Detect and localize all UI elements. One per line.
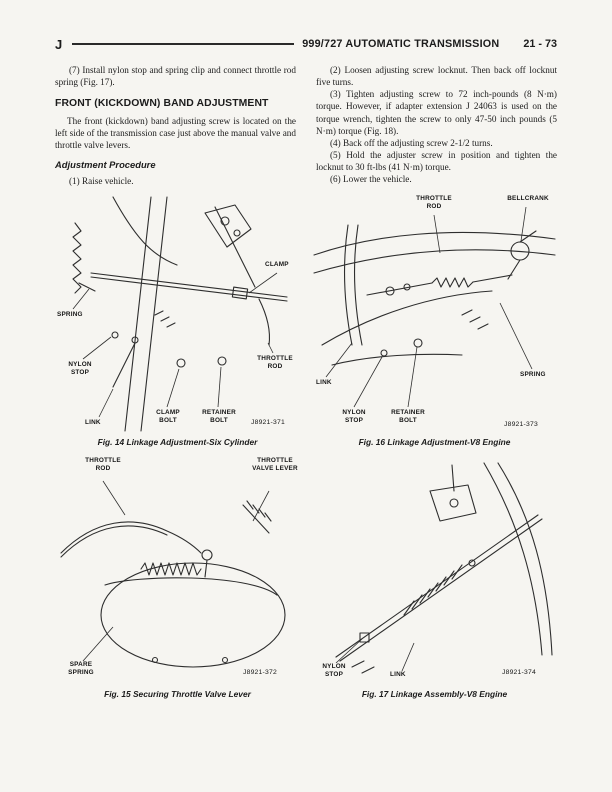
figure-label: RETAINER BOLT	[391, 408, 425, 425]
header-rule	[72, 43, 294, 45]
procedure-subheading: Adjustment Procedure	[55, 159, 156, 171]
figure-15-box	[55, 457, 300, 685]
intro-paragraph: The front (kickdown) band adjusting screw is located on the left side of the transmission case just above the manual valve and throttle valve levers.	[55, 116, 296, 151]
step-4: (4) Back off the adjusting screw 2-1/2 turns.	[330, 137, 493, 148]
page-header	[55, 34, 557, 54]
figure-caption: Fig. 17 Linkage Assembly-V8 Engine	[361, 688, 508, 699]
step-7: (7) Install nylon stop and spring clip and connect throttle rod spring (Fig. 17).	[55, 65, 296, 88]
step-5: (5) Hold the adjuster screw in position and tighten the locknut to 30 ft-lbs (41 N·m) torque.	[316, 149, 557, 173]
figure-14-box	[55, 195, 300, 433]
chapter-title: 999/727 AUTOMATIC TRANSMISSION	[302, 38, 500, 50]
figure-code: J8921-372	[243, 668, 277, 676]
figure-label: RETAINER BOLT	[202, 408, 236, 425]
figure-15-artwork	[55, 457, 300, 685]
figure-label: THROTTLE VALVE LEVER	[252, 456, 298, 473]
step-3: (3) Tighten adjusting screw to 72 inch-pounds (8 N·m) torque. However, if adapter extension J 24063 is used on the torque wrench, tighten the screw to only 47-50 inch pounds (5 N·m) torque (Fig. 18).	[316, 89, 557, 136]
figure-code: J8921-373	[504, 420, 538, 428]
right-column	[316, 64, 557, 187]
figure-row-bottom	[55, 457, 557, 699]
figure-16-artwork	[312, 195, 557, 433]
figure-row-top	[55, 195, 557, 447]
figure-label: THROTTLE ROD	[416, 194, 452, 211]
figure-17-box	[312, 457, 557, 685]
figure-label: THROTTLE ROD	[85, 456, 121, 473]
figure-14-artwork	[55, 195, 300, 433]
figure-caption: Fig. 15 Securing Throttle Valve Lever	[104, 688, 251, 699]
figure-label: LINK	[85, 418, 101, 426]
section-letter: J	[55, 36, 63, 52]
figure-caption: Fig. 16 Linkage Adjustment-V8 Engine	[358, 436, 511, 447]
fig15-lever-drawing	[61, 501, 285, 667]
text-columns	[55, 64, 557, 187]
figure-label: NYLON STOP	[342, 408, 366, 425]
figure-label: THROTTLE ROD	[257, 354, 293, 371]
fig14-linkage-drawing	[73, 197, 287, 431]
figure-code: J8921-371	[251, 418, 285, 426]
figure-label: CLAMP	[265, 260, 289, 268]
figure-15	[55, 457, 300, 699]
figure-16	[312, 195, 557, 447]
figure-label: CLAMP BOLT	[156, 408, 180, 425]
figure-17-artwork	[312, 457, 557, 685]
figure-label: SPARE SPRING	[68, 660, 94, 677]
left-column	[55, 64, 296, 187]
figure-17	[312, 457, 557, 699]
figure-label: LINK	[390, 670, 406, 678]
figure-caption: Fig. 14 Linkage Adjustment-Six Cylinder	[97, 436, 258, 447]
step-1: (1) Raise vehicle.	[69, 175, 134, 186]
figure-label: SPRING	[520, 370, 546, 378]
figure-label: LINK	[316, 378, 332, 386]
fig16-linkage-drawing	[314, 225, 555, 365]
figure-label: NYLON STOP	[68, 360, 92, 377]
figure-16-box	[312, 195, 557, 433]
figure-14	[55, 195, 300, 447]
section-heading: FRONT (KICKDOWN) BAND ADJUSTMENT	[55, 98, 269, 110]
step-6: (6) Lower the vehicle.	[330, 174, 412, 185]
figure-label: BELLCRANK	[507, 194, 549, 202]
figure-label: SPRING	[57, 310, 83, 318]
figure-label: NYLON STOP	[322, 662, 346, 679]
fig17-assembly-drawing	[336, 463, 552, 673]
figure-code: J8921-374	[502, 668, 536, 676]
page-number: 21 - 73	[523, 38, 557, 50]
step-2: (2) Loosen adjusting screw locknut. Then back off locknut five turns.	[316, 65, 557, 88]
